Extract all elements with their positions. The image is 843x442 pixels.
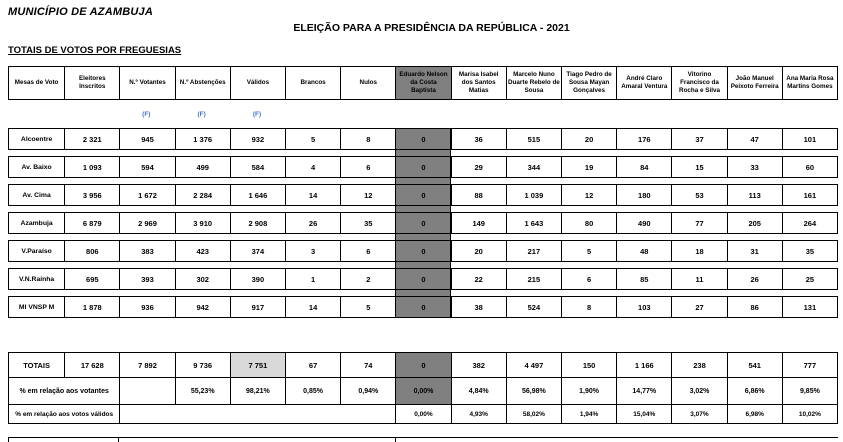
pct-validos-cell: 6,98%	[727, 405, 782, 423]
table-cell: 6	[340, 157, 395, 177]
table-cell: 6	[340, 241, 395, 261]
table-cell: 18	[671, 241, 726, 261]
pct-votantes-cell: 1,90%	[561, 378, 616, 404]
footnote-spacer	[561, 100, 616, 128]
totals-cell: 541	[727, 353, 782, 377]
pct-validos-cell: 4,93%	[451, 405, 506, 423]
totals-label: TOTAIS	[9, 353, 64, 377]
table-cell: 8	[340, 129, 395, 149]
table-cell: 215	[506, 269, 561, 289]
table-cell: 29	[451, 157, 506, 177]
column-header-highlighted: Eduardo Nelson da Costa Baptista	[395, 67, 450, 99]
table-cell: 374	[230, 241, 285, 261]
row-label: MI VNSP M	[9, 297, 64, 317]
cell-highlighted: 0	[395, 185, 450, 205]
table-cell: 344	[506, 157, 561, 177]
footnote-spacer	[63, 100, 118, 128]
pct-votantes-cell: 0,00%	[395, 378, 450, 404]
table-cell: 2 284	[175, 185, 230, 205]
cell-highlighted: 0	[395, 241, 450, 261]
column-header: Mesas de Voto	[9, 67, 64, 99]
table-cell: 393	[119, 269, 174, 289]
totals-cell: 17 628	[64, 353, 119, 377]
section-title: TOTAIS DE VOTOS POR FREGUESIAS	[8, 45, 182, 56]
table-cell: 423	[175, 241, 230, 261]
pct-votantes-cell: 55,23%	[175, 378, 230, 404]
table-cell: 2	[340, 269, 395, 289]
table-cell: 499	[175, 157, 230, 177]
table-cell: 1 643	[506, 213, 561, 233]
column-header: Nulos	[340, 67, 395, 99]
next-row-top-border	[8, 437, 838, 438]
table-cell: 695	[64, 269, 119, 289]
table-cell: 38	[451, 297, 506, 317]
next-row-border-stub	[395, 437, 396, 442]
table-cell: 20	[561, 129, 616, 149]
pct-validos-cell: 58,02%	[506, 405, 561, 423]
table-cell: 20	[451, 241, 506, 261]
pct-validos-cell: 1,94%	[561, 405, 616, 423]
totals-cell: 0	[395, 353, 450, 377]
pct-validos-empty	[119, 405, 395, 423]
pct-votantes-cell: 98,21%	[230, 378, 285, 404]
table-cell: 1 093	[64, 157, 119, 177]
cell-highlighted: 0	[395, 297, 450, 317]
footnote-spacer	[8, 100, 63, 128]
table-cell: 205	[727, 213, 782, 233]
pct-votantes-cell: 4,84%	[451, 378, 506, 404]
table-row	[8, 240, 838, 262]
column-header: André Claro Amaral Ventura	[616, 67, 671, 99]
table-cell: 4	[285, 157, 340, 177]
table-cell: 5	[561, 241, 616, 261]
table-body	[8, 128, 838, 318]
table-cell: 1 672	[119, 185, 174, 205]
pct-validos-cell: 3,07%	[671, 405, 726, 423]
footnote-spacer	[727, 100, 782, 128]
footnote-spacer	[506, 100, 561, 128]
table-cell: 48	[616, 241, 671, 261]
table-cell: 1 039	[506, 185, 561, 205]
table-cell: 14	[285, 297, 340, 317]
pct-votantes-row	[8, 377, 838, 405]
table-cell: 1	[285, 269, 340, 289]
pct-votantes-cell: 3,02%	[671, 378, 726, 404]
table-cell: 1 646	[230, 185, 285, 205]
table-cell: 1 376	[175, 129, 230, 149]
row-label: Azambuja	[9, 213, 64, 233]
results-table	[8, 66, 838, 424]
table-cell: 86	[727, 297, 782, 317]
column-header: Ana Maria Rosa Martins Gomes	[782, 67, 837, 99]
cell-highlighted: 0	[395, 129, 450, 149]
totals-cell: 150	[561, 353, 616, 377]
table-cell: 26	[285, 213, 340, 233]
column-header: Vitorino Francisco da Rocha e Silva	[671, 67, 726, 99]
table-cell: 6 879	[64, 213, 119, 233]
column-header: Marcelo Nuno Duarte Rebelo de Sousa	[506, 67, 561, 99]
table-cell: 302	[175, 269, 230, 289]
table-cell: 47	[727, 129, 782, 149]
table-cell: 936	[119, 297, 174, 317]
pct-votantes-cell: 9,85%	[782, 378, 837, 404]
table-cell: 84	[616, 157, 671, 177]
pct-votantes-cell	[119, 378, 174, 404]
table-cell: 5	[340, 297, 395, 317]
column-header: N.º Votantes	[119, 67, 174, 99]
table-cell: 53	[671, 185, 726, 205]
table-cell: 524	[506, 297, 561, 317]
table-cell: 11	[671, 269, 726, 289]
table-cell: 26	[727, 269, 782, 289]
footnote-row	[8, 100, 838, 128]
footnote-spacer	[340, 100, 395, 128]
footnote-marker: (F)	[142, 110, 151, 118]
row-label: Av. Cima	[9, 185, 64, 205]
footnote-marker: (F)	[197, 110, 206, 118]
column-header: Tiago Pedro de Sousa Mayan Gonçalves	[561, 67, 616, 99]
table-cell: 161	[782, 185, 837, 205]
table-cell: 942	[175, 297, 230, 317]
table-cell: 806	[64, 241, 119, 261]
footnote-spacer	[783, 100, 838, 128]
column-header: João Manuel Peixoto Ferreira	[727, 67, 782, 99]
footnote-spacer	[451, 100, 506, 128]
column-header: N.º Abstenções	[175, 67, 230, 99]
pct-votantes-cell: 56,98%	[506, 378, 561, 404]
column-header: Eleitores Inscritos	[64, 67, 119, 99]
table-cell: 2 969	[119, 213, 174, 233]
table-row	[8, 212, 838, 234]
table-cell: 36	[451, 129, 506, 149]
table-cell: 88	[451, 185, 506, 205]
table-cell: 101	[782, 129, 837, 149]
row-label: V.Paraíso	[9, 241, 64, 261]
table-cell: 60	[782, 157, 837, 177]
totals-cell: 1 166	[616, 353, 671, 377]
pct-votantes-cell: 6,86%	[727, 378, 782, 404]
table-cell: 945	[119, 129, 174, 149]
cell-highlighted: 0	[395, 269, 450, 289]
table-cell: 35	[340, 213, 395, 233]
totals-cell: 9 736	[175, 353, 230, 377]
table-cell: 12	[340, 185, 395, 205]
totals-row	[8, 352, 838, 378]
table-row	[8, 184, 838, 206]
next-row-border-stub	[8, 437, 9, 442]
table-cell: 33	[727, 157, 782, 177]
table-row	[8, 296, 838, 318]
totals-cell: 7 751	[230, 353, 285, 377]
next-row-border-stub	[118, 437, 119, 442]
pct-validos-row	[8, 404, 838, 424]
table-cell: 3	[285, 241, 340, 261]
page-title: ELEIÇÃO PARA A PRESIDÊNCIA DA REPÚBLICA - 2021	[293, 22, 570, 34]
table-cell: 3 956	[64, 185, 119, 205]
table-cell: 37	[671, 129, 726, 149]
pct-votantes-cell: 0,85%	[285, 378, 340, 404]
table-cell: 27	[671, 297, 726, 317]
row-label: V.N.Rainha	[9, 269, 64, 289]
footnote-marker: (F)	[252, 110, 262, 118]
table-cell: 35	[782, 241, 837, 261]
table-cell: 5	[285, 129, 340, 149]
table-cell: 2 908	[230, 213, 285, 233]
table-cell: 25	[782, 269, 837, 289]
table-cell: 3 910	[175, 213, 230, 233]
table-cell: 176	[616, 129, 671, 149]
table-cell: 77	[671, 213, 726, 233]
table-cell: 12	[561, 185, 616, 205]
column-header: Brancos	[285, 67, 340, 99]
table-cell: 85	[616, 269, 671, 289]
table-cell: 2 321	[64, 129, 119, 149]
table-cell: 490	[616, 213, 671, 233]
pct-validos-cell: 10,02%	[782, 405, 837, 423]
totals-cell: 7 892	[119, 353, 174, 377]
table-cell: 6	[561, 269, 616, 289]
table-cell: 515	[506, 129, 561, 149]
pct-votantes-cell: 0,94%	[340, 378, 395, 404]
table-cell: 103	[616, 297, 671, 317]
pct-validos-cell: 15,04%	[616, 405, 671, 423]
pct-votantes-cell: 14,77%	[616, 378, 671, 404]
table-cell: 180	[616, 185, 671, 205]
table-cell: 80	[561, 213, 616, 233]
totals-cell: 777	[782, 353, 837, 377]
table-cell: 19	[561, 157, 616, 177]
footnote-spacer	[285, 100, 340, 128]
municipality-title: MUNICÍPIO DE AZAMBUJA	[8, 6, 153, 18]
section-gap	[8, 318, 838, 352]
table-cell: 22	[451, 269, 506, 289]
table-row	[8, 268, 838, 290]
table-cell: 584	[230, 157, 285, 177]
table-cell: 149	[451, 213, 506, 233]
table-cell: 264	[782, 213, 837, 233]
table-cell: 594	[119, 157, 174, 177]
totals-cell: 382	[451, 353, 506, 377]
table-cell: 31	[727, 241, 782, 261]
table-cell: 1 878	[64, 297, 119, 317]
table-cell: 917	[230, 297, 285, 317]
cell-highlighted: 0	[395, 157, 450, 177]
totals-cell: 238	[671, 353, 726, 377]
table-row	[8, 156, 838, 178]
footnote-spacer	[672, 100, 727, 128]
table-cell: 113	[727, 185, 782, 205]
table-row	[8, 128, 838, 150]
row-label: Alcoentre	[9, 129, 64, 149]
pct-validos-label: % em relação aos votos válidos	[9, 405, 119, 423]
pct-validos-cell: 0,00%	[395, 405, 450, 423]
footnote-spacer	[617, 100, 672, 128]
table-cell: 15	[671, 157, 726, 177]
column-header: Marisa Isabel dos Santos Matias	[451, 67, 506, 99]
table-cell: 14	[285, 185, 340, 205]
table-header-row	[8, 66, 838, 100]
footnote-spacer	[395, 100, 450, 128]
table-cell: 383	[119, 241, 174, 261]
table-cell: 8	[561, 297, 616, 317]
table-cell: 131	[782, 297, 837, 317]
cell-highlighted: 0	[395, 213, 450, 233]
table-cell: 932	[230, 129, 285, 149]
totals-cell: 4 497	[506, 353, 561, 377]
pct-votantes-label: % em relação aos votantes	[9, 378, 119, 404]
totals-cell: 74	[340, 353, 395, 377]
table-cell: 217	[506, 241, 561, 261]
totals-cell: 67	[285, 353, 340, 377]
row-label: Av. Baixo	[9, 157, 64, 177]
column-header: Válidos	[230, 67, 285, 99]
table-cell: 390	[230, 269, 285, 289]
